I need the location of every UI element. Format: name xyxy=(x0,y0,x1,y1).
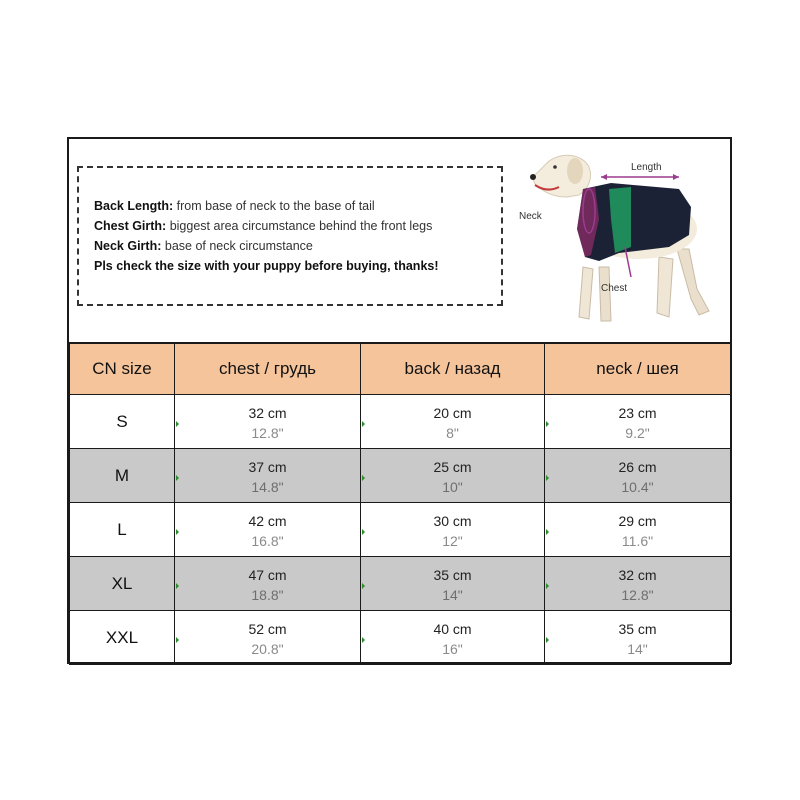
neck-inch: 11.6" xyxy=(621,532,654,549)
back-cell xyxy=(361,611,545,665)
table-row xyxy=(70,449,731,503)
back-inch: 8" xyxy=(446,424,459,441)
back-cm: 40 cm xyxy=(433,620,472,637)
note-chest-girth: Chest Girth: biggest area circumstance behind the front legs xyxy=(94,219,433,233)
header-chest: chest / грудь xyxy=(175,343,361,395)
measurement-notes xyxy=(77,166,503,306)
length-arrow-right-head xyxy=(673,174,679,180)
chest-cm: 52 cm xyxy=(248,620,287,637)
note-check-size: Pls check the size with your puppy before buying, thanks! xyxy=(94,259,439,273)
length-label: Length xyxy=(631,162,662,173)
dog-eye xyxy=(553,165,557,169)
chest-cell xyxy=(175,611,361,665)
size-cell: M xyxy=(70,449,175,503)
note-neck-girth: Neck Girth: base of neck circumstance xyxy=(94,239,313,253)
neck-cell xyxy=(545,557,731,611)
chest-inch: 20.8" xyxy=(251,640,284,657)
back-inch: 16" xyxy=(442,640,463,657)
neck-cm: 29 cm xyxy=(618,512,657,529)
neck-cell xyxy=(545,449,731,503)
neck-inch: 14" xyxy=(627,640,648,657)
neck-cell xyxy=(545,611,731,665)
chest-inch: 16.8" xyxy=(251,532,284,549)
chest-cm: 42 cm xyxy=(248,512,287,529)
table-header-row xyxy=(70,343,731,395)
note-back-length: Back Length: from base of neck to the base of tail xyxy=(94,199,375,213)
size-cell: XL xyxy=(70,557,175,611)
chest-cm: 37 cm xyxy=(248,458,287,475)
chest-cm: 32 cm xyxy=(248,404,287,421)
header-neck: neck / шея xyxy=(545,343,731,395)
back-cell xyxy=(361,503,545,557)
table-row xyxy=(70,503,731,557)
table-row xyxy=(70,395,731,449)
size-table xyxy=(69,342,731,665)
table-row xyxy=(70,611,731,665)
dog-front-leg-right xyxy=(599,267,611,321)
dog-vest-diagram xyxy=(519,149,729,339)
back-cell xyxy=(361,449,545,503)
chest-cell xyxy=(175,449,361,503)
back-inch: 10" xyxy=(442,478,463,495)
back-inch: 12" xyxy=(442,532,463,549)
header-back: back / назад xyxy=(361,343,545,395)
neck-inch: 10.4" xyxy=(621,478,654,495)
dog-hind-leg-right xyxy=(677,249,709,315)
chest-inch: 14.8" xyxy=(251,478,284,495)
neck-cm: 32 cm xyxy=(618,566,657,583)
chest-inch: 18.8" xyxy=(251,586,284,603)
chest-inch: 12.8" xyxy=(251,424,284,441)
size-cell: S xyxy=(70,395,175,449)
chest-label: Chest xyxy=(601,283,628,294)
neck-cell xyxy=(545,503,731,557)
dog-hind-leg-left xyxy=(657,257,673,317)
dog-ear xyxy=(567,158,583,184)
back-cm: 30 cm xyxy=(433,512,472,529)
length-arrow-left-head xyxy=(601,174,607,180)
neck-cm: 26 cm xyxy=(618,458,657,475)
header-cn-size: CN size xyxy=(70,343,175,395)
back-cell xyxy=(361,557,545,611)
neck-cell xyxy=(545,395,731,449)
chest-cell xyxy=(175,395,361,449)
neck-cm: 35 cm xyxy=(618,620,657,637)
neck-inch: 12.8" xyxy=(621,586,654,603)
size-cell: XXL xyxy=(70,611,175,665)
dog-nose xyxy=(530,174,536,180)
neck-cm: 23 cm xyxy=(618,404,657,421)
chest-cm: 47 cm xyxy=(248,566,287,583)
size-chart-frame xyxy=(67,137,732,664)
back-cell xyxy=(361,395,545,449)
measurement-guide xyxy=(69,139,730,342)
neck-label: Neck xyxy=(519,211,542,222)
neck-inch: 9.2" xyxy=(625,424,650,441)
back-cm: 20 cm xyxy=(433,404,472,421)
back-cm: 35 cm xyxy=(433,566,472,583)
dog-front-leg-left xyxy=(579,267,593,319)
size-cell: L xyxy=(70,503,175,557)
chest-cell xyxy=(175,557,361,611)
chest-cell xyxy=(175,503,361,557)
back-inch: 14" xyxy=(442,586,463,603)
back-cm: 25 cm xyxy=(433,458,472,475)
table-row xyxy=(70,557,731,611)
